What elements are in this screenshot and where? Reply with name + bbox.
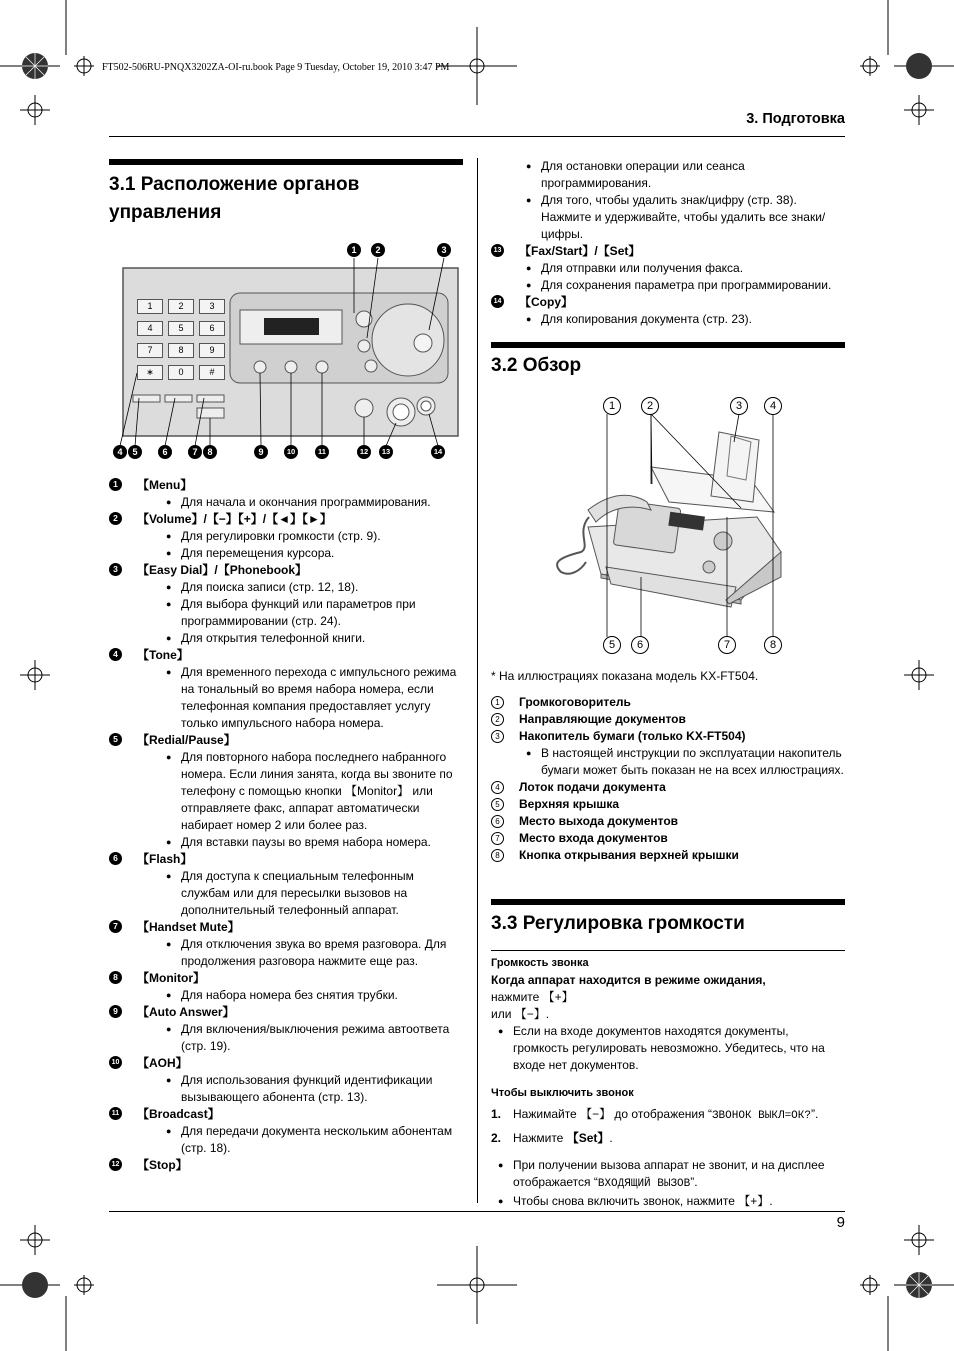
item-label: Место входа документов — [519, 831, 668, 845]
display-text: ВХОДЯЩИЙ ВЫЗОВ — [597, 1178, 691, 1190]
section-header: 3. Подготовка — [746, 111, 845, 127]
item-number: 7 — [109, 920, 122, 933]
display-text: ЗВОНОК ВЫКЛ=ОК? — [711, 1110, 811, 1122]
callout-8: 8 — [764, 636, 782, 654]
bullet-list — [109, 664, 465, 732]
bullet: ● Для набора номера без снятия трубки. — [159, 987, 465, 1004]
callout-11: 11 — [315, 445, 329, 459]
item-label: Лоток подачи документа — [519, 780, 666, 794]
callout-7: 7 — [718, 636, 736, 654]
bullet: ● Для передачи документа нескольким абонентам (стр. 18). — [159, 1123, 465, 1157]
standby-line — [491, 972, 847, 1006]
section-3-2-title: 3.2 Обзор — [491, 355, 582, 376]
list-item — [109, 562, 465, 579]
bullet-text-end: ”. — [690, 1175, 698, 1189]
key-1: 1 — [137, 299, 163, 314]
item-key: 【Flash】 — [137, 852, 193, 866]
list-item — [109, 732, 465, 749]
controls-list — [109, 477, 465, 1174]
item-number: 5 — [109, 733, 122, 746]
bullet: ● Для поиска записи (стр. 12, 18). — [159, 579, 465, 596]
item-number: 8 — [109, 971, 122, 984]
bullet: ● Для остановки операции или сеанса программирования. — [519, 158, 845, 192]
standby-rest: нажмите 【+】 — [491, 990, 574, 1004]
bullet: ● Для перемещения курсора. — [159, 545, 465, 562]
item-key: 【Auto Answer】 — [137, 1005, 235, 1019]
key-6: 6 — [199, 321, 225, 336]
step-text: Нажмите — [513, 1131, 567, 1145]
callout-1: 1 — [603, 397, 621, 415]
step-1 — [491, 1106, 847, 1125]
bullet-list — [109, 1021, 465, 1055]
bullet-list — [109, 936, 465, 970]
callout-5: 5 — [603, 636, 621, 654]
item-number: 4 — [109, 648, 122, 661]
list-item — [491, 813, 847, 830]
item-number: 3 — [491, 730, 504, 743]
callout-12: 12 — [357, 445, 371, 459]
item-label: Верхняя крышка — [519, 797, 620, 811]
section-bar — [491, 342, 845, 348]
item-number: 4 — [491, 781, 504, 794]
list-item — [491, 796, 847, 813]
bullet-list — [491, 1157, 847, 1210]
bullet-list — [109, 1072, 465, 1106]
item-key: 【Redial/Pause】 — [137, 733, 236, 747]
list-item — [491, 294, 845, 311]
item-key: 【Handset Mute】 — [137, 920, 240, 934]
callout-2: 2 — [371, 243, 385, 257]
bullet: ● Для выбора функций или параметров при программировании (стр. 24). — [159, 596, 465, 630]
list-item — [109, 511, 465, 528]
title-line-1: 3.1 Расположение органов — [109, 174, 360, 195]
key-9: 9 — [199, 343, 225, 358]
list-item — [491, 847, 847, 864]
model-note: * На иллюстрациях показана модель KX-FT504. — [491, 669, 759, 683]
list-item — [109, 1106, 465, 1123]
bullet-list — [491, 1023, 847, 1074]
bullet: ● Для регулировки громкости (стр. 9). — [159, 528, 465, 545]
callout-10: 10 — [284, 445, 298, 459]
step-number: 1. — [491, 1107, 502, 1121]
bullet — [491, 1157, 847, 1193]
key-2: 2 — [168, 299, 194, 314]
item-key: 【Menu】 — [137, 478, 193, 492]
bullet: ● Для повторного набора последнего набранного номера. Если линия занята, когда вы звоните по телефону с помощью кнопки 【Monitor】 или отправляете факс, аппарат автоматически набирает номер 2 или более раз. — [159, 749, 465, 834]
key-star: ∗ — [137, 365, 163, 380]
item-number: 6 — [109, 852, 122, 865]
bullet-list — [109, 1123, 465, 1157]
step-text: Нажимайте 【−】 до отображения “ — [513, 1107, 712, 1121]
column-divider — [477, 158, 478, 1203]
bullet-text: При получении вызова аппарат не звонит, и на дисплее отображается “ — [513, 1158, 825, 1189]
section-rule — [491, 950, 845, 951]
callout-2: 2 — [641, 397, 659, 415]
list-item — [109, 1157, 465, 1174]
item-key: 【Stop】 — [137, 1158, 188, 1172]
off-heading: Чтобы выключить звонок — [491, 1087, 634, 1099]
bullet: ● Для включения/выключения режима автоответа (стр. 19). — [159, 1021, 465, 1055]
item-number: 9 — [109, 1005, 122, 1018]
callout-1: 1 — [347, 243, 361, 257]
list-item — [109, 1055, 465, 1072]
fax-overview-diagram — [491, 392, 845, 658]
callout-4: 4 — [764, 397, 782, 415]
bullet: ● Чтобы снова включить звонок, нажмите 【+】. — [491, 1193, 847, 1210]
item-number: 11 — [109, 1107, 122, 1120]
item-number: 8 — [491, 849, 504, 862]
item-number: 2 — [491, 713, 504, 726]
bullet: ● Для сохранения параметра при программировании. — [519, 277, 845, 294]
list-item — [491, 728, 847, 745]
list-item — [109, 970, 465, 987]
item-number: 3 — [109, 563, 122, 576]
bullet: ● Для отключения звука во время разговора. Для продолжения разговора нажмите еще раз. — [159, 936, 465, 970]
callout-6: 6 — [631, 636, 649, 654]
ring-heading: Громкость звонка — [491, 957, 589, 969]
item-number: 1 — [109, 478, 122, 491]
bullet-list — [491, 260, 845, 294]
item-key: 【AOH】 — [137, 1056, 188, 1070]
item-label: Кнопка открывания верхней крышки — [519, 848, 739, 862]
item-key: 【Copy】 — [519, 295, 574, 309]
bullet-list — [109, 579, 465, 647]
bullet: ● Для использования функций идентификации вызывающего абонента (стр. 13). — [159, 1072, 465, 1106]
callout-5: 5 — [128, 445, 142, 459]
bullet: ● Для вставки паузы во время набора номера. — [159, 834, 465, 851]
volume-instructions — [491, 955, 847, 1210]
bullet-list — [109, 494, 465, 511]
key-0: 0 — [168, 365, 194, 380]
bullet: ● Для начала и окончания программирования. — [159, 494, 465, 511]
section-3-1-title — [109, 171, 359, 227]
list-item — [109, 1004, 465, 1021]
overview-list — [491, 668, 847, 864]
item-number: 1 — [491, 696, 504, 709]
item-number: 12 — [109, 1158, 122, 1171]
step-text-end: ”. — [810, 1107, 819, 1121]
keypad — [133, 295, 225, 385]
step-key: 【Set】 — [566, 1131, 610, 1145]
callout-4: 4 — [113, 445, 127, 459]
item-label: Место выхода документов — [519, 814, 679, 828]
bullet-list — [109, 749, 465, 851]
control-panel-diagram — [109, 238, 463, 466]
callout-9: 9 — [254, 445, 268, 459]
step-2 — [491, 1130, 847, 1147]
item-key: 【Easy Dial】/【Phonebook】 — [137, 563, 308, 577]
item-number: 13 — [491, 244, 504, 257]
section-3-3-title: 3.3 Регулировка громкости — [491, 913, 745, 934]
list-item — [491, 243, 845, 260]
bullet-list — [109, 987, 465, 1004]
key-8: 8 — [168, 343, 194, 358]
callout-7: 7 — [188, 445, 202, 459]
list-item — [491, 694, 847, 711]
list-item — [491, 830, 847, 847]
key-5: 5 — [168, 321, 194, 336]
bullet: ● Для открытия телефонной книги. — [159, 630, 465, 647]
callout-13: 13 — [379, 445, 393, 459]
callout-3: 3 — [730, 397, 748, 415]
item-label: Громкоговоритель — [519, 695, 631, 709]
standby-line-2: или 【−】. — [491, 1007, 550, 1021]
item-number: 10 — [109, 1056, 122, 1069]
item-number: 14 — [491, 295, 504, 308]
callout-8: 8 — [203, 445, 217, 459]
fax-drawing — [491, 392, 845, 658]
callout-3: 3 — [437, 243, 451, 257]
controls-list-continued — [491, 158, 845, 328]
bullet: ● Для доступа к специальным телефонным службам или для пересылки вызовов на дополнительный телефонный аппарат. — [159, 868, 465, 919]
bullet: ● Для отправки или получения факса. — [519, 260, 845, 277]
key-4: 4 — [137, 321, 163, 336]
item-label: Направляющие документов — [519, 712, 686, 726]
callout-6: 6 — [158, 445, 172, 459]
bullet: ● Для того, чтобы удалить знак/цифру (стр. 38). Нажмите и удерживайте, чтобы удалить все знаки/цифры. — [519, 192, 845, 243]
item-key: 【Tone】 — [137, 648, 189, 662]
bullet: ● Для копирования документа (стр. 23). — [519, 311, 845, 328]
item-number: 5 — [491, 798, 504, 811]
list-item — [491, 711, 847, 728]
item-key: 【Volume】/【−】【+】/【◄】【►】 — [137, 512, 332, 526]
bullet-list — [491, 311, 845, 328]
bullet-list — [491, 745, 847, 779]
bullet: ● В настоящей инструкции по эксплуатации накопитель бумаги может быть показан не на всех иллюстрациях. — [519, 745, 847, 779]
list-item — [109, 647, 465, 664]
bullet: ● Если на входе документов находятся документы, громкость регулировать невозможно. Убедитесь, что на входе нет документов. — [491, 1023, 847, 1074]
item-label: Накопитель бумаги (только KX-FT504) — [519, 729, 746, 743]
header-rule — [109, 136, 845, 137]
bullet: ● Для временного перехода с импульсного режима на тональный во время набора номера, если телефонная компания предоставляет услугу только импульсного набора номера. — [159, 664, 465, 732]
item-key: 【Monitor】 — [137, 971, 205, 985]
key-hash: # — [199, 365, 225, 380]
item-number: 6 — [491, 815, 504, 828]
key-3: 3 — [199, 299, 225, 314]
key-7: 7 — [137, 343, 163, 358]
book-header: FT502-506RU-PNQX3202ZA-OI-ru.book Page 9 Tuesday, October 19, 2010 3:47 PM — [102, 62, 450, 73]
standby-bold: Когда аппарат находится в режиме ожидания, — [491, 973, 766, 987]
list-item — [109, 477, 465, 494]
step-text-end: . — [609, 1131, 613, 1145]
section-bar — [109, 159, 463, 165]
item-number: 7 — [491, 832, 504, 845]
bullet-list — [109, 528, 465, 562]
list-item — [491, 779, 847, 796]
footer-rule — [109, 1211, 845, 1212]
item-key: 【Fax/Start】/【Set】 — [519, 244, 641, 258]
title-line-2: управления — [109, 202, 222, 223]
list-item — [109, 919, 465, 936]
callout-14: 14 — [431, 445, 445, 459]
bullet-list — [491, 158, 845, 243]
step-number: 2. — [491, 1131, 502, 1145]
item-key: 【Broadcast】 — [137, 1107, 220, 1121]
page-number: 9 — [836, 1214, 845, 1231]
item-number: 2 — [109, 512, 122, 525]
bullet-list — [109, 868, 465, 919]
list-item — [109, 851, 465, 868]
section-bar — [491, 899, 845, 905]
